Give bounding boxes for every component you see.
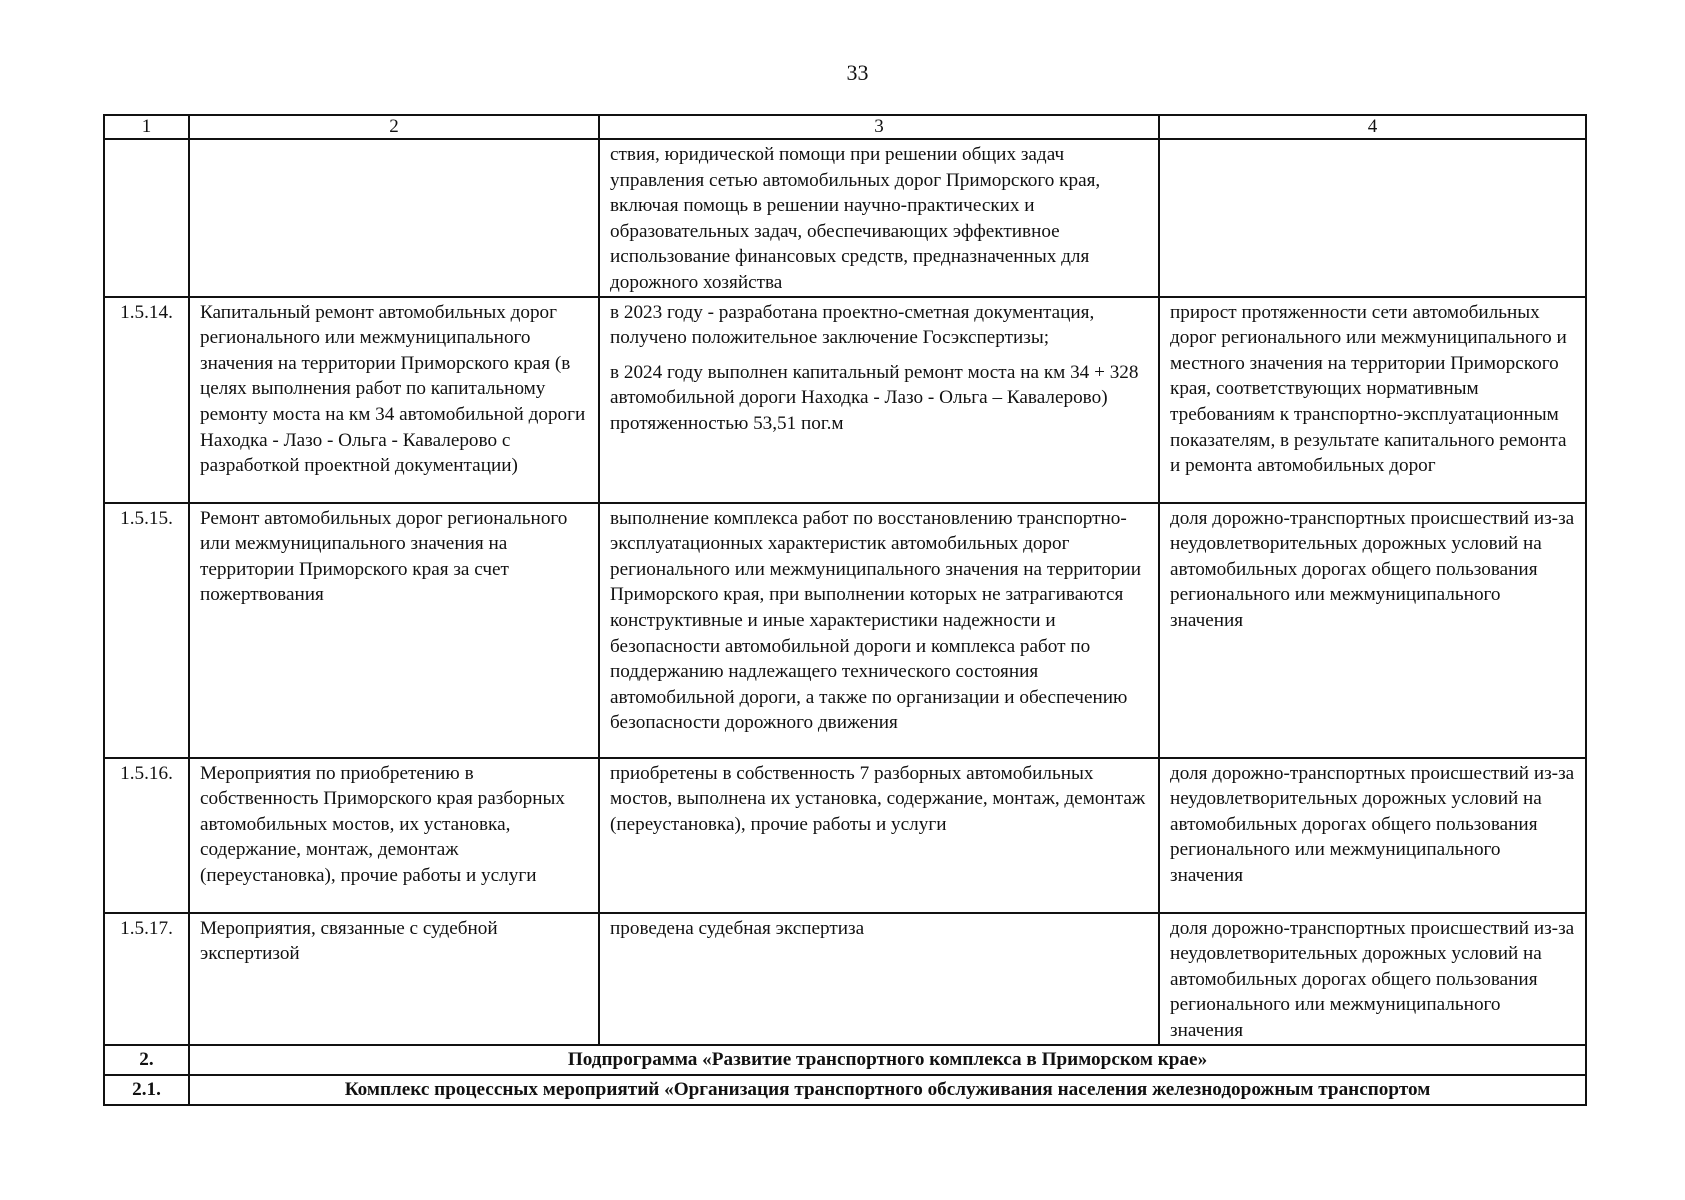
measure-name: Мероприятия, связанные с судебной экспертизой [189, 913, 599, 1045]
row-number: 1.5.16. [104, 758, 189, 913]
result-text: ствия, юридической помощи при решении общих задач управления сетью автомобильных дорог Приморского края, включая помощь в решении научно-практических и образовательных задач, обеспечивающих эффективное использование финансовых средств, предназначенных для дорожного хозяйства [610, 144, 1101, 293]
measure-indicator: доля дорожно-транспортных происшествий из-за неудовлетворительных дорожных условий на автомобильных дорогах общего пользования регионального или межмуниципального значения [1159, 758, 1586, 913]
row-number: 1.5.14. [104, 297, 189, 503]
measure-name [189, 139, 599, 297]
column-number-3: 3 [599, 115, 1159, 139]
measure-result [599, 139, 1159, 297]
table-row [104, 297, 1586, 503]
measure-indicator: прирост протяженности сети автомобильных дорог регионального или межмуниципального и местного значения на территории Приморского края, соответствующих нормативным требованиям к транспортно-эксплуатационным показателям, в результате капитального ремонта и ремонта автомобильных дорог [1159, 297, 1586, 503]
result-text: проведена судебная экспертиза [610, 917, 865, 939]
result-text: в 2024 году выполнен капитальный ремонт моста на км 34 + 328 автомобильной дороги Находка - Лазо - Ольга – Кавалерово) протяженностью 53,51 пог.м [610, 361, 1139, 434]
section-title: Комплекс процессных мероприятий «Организация транспортного обслуживания населения железнодорожным транспортом [189, 1075, 1586, 1105]
section-title: Подпрограмма «Развитие транспортного комплекса в Приморском крае» [189, 1045, 1586, 1075]
section-number: 2.1. [104, 1075, 189, 1105]
section-row [104, 1075, 1586, 1105]
program-table [103, 114, 1587, 1106]
result-text: выполнение комплекса работ по восстановлению транспортно-эксплуатационных характеристик автомобильных дорог регионального или межмуниципального значения на территории Приморского края, при выполнении которых не затрагиваются конструктивные и иные характеристики надежности и безопасности автомобильной дороги и комплекса работ по поддержанию надлежащего технического состояния автомобильной дороги, а также по организации и обеспечению безопасности дорожного движения [610, 507, 1142, 734]
row-number: 1.5.17. [104, 913, 189, 1045]
measure-result [599, 297, 1159, 503]
result-text: в 2023 году - разработана проектно-сметная документация, получено положительное заключение Госэкспертизы; [610, 301, 1095, 349]
measure-name: Капитальный ремонт автомобильных дорог регионального или межмуниципального значения на территории Приморского края (в целях выполнения работ по капитальному ремонту моста на км 34 автомобильной дороги Находка - Лазо - Ольга - Кавалерово с разработкой проектной документации) [189, 297, 599, 503]
page-number: 33 [846, 60, 869, 85]
measure-indicator [1159, 139, 1586, 297]
row-number [104, 139, 189, 297]
table-row [104, 758, 1586, 913]
column-number-1: 1 [104, 115, 189, 139]
row-number: 1.5.15. [104, 503, 189, 758]
measure-name: Мероприятия по приобретению в собственность Приморского края разборных автомобильных мостов, их установка, содержание, монтаж, демонтаж (переустановка), прочие работы и услуги [189, 758, 599, 913]
table-row [104, 913, 1586, 1045]
result-text: приобретены в собственность 7 разборных автомобильных мостов, выполнена их установка, содержание, монтаж, демонтаж (переустановка), прочие работы и услуги [610, 762, 1146, 835]
column-number-row [104, 115, 1586, 139]
section-row [104, 1045, 1586, 1075]
measure-result [599, 758, 1159, 913]
measure-result [599, 913, 1159, 1045]
measure-result [599, 503, 1159, 758]
column-number-2: 2 [189, 115, 599, 139]
table-row [104, 139, 1586, 297]
measure-indicator: доля дорожно-транспортных происшествий из-за неудовлетворительных дорожных условий на автомобильных дорогах общего пользования регионального или межмуниципального значения [1159, 503, 1586, 758]
measure-indicator: доля дорожно-транспортных происшествий из-за неудовлетворительных дорожных условий на автомобильных дорогах общего пользования регионального или межмуниципального значения [1159, 913, 1586, 1045]
section-number: 2. [104, 1045, 189, 1075]
measure-name: Ремонт автомобильных дорог регионального или межмуниципального значения на территории Приморского края за счет пожертвования [189, 503, 599, 758]
column-number-4: 4 [1159, 115, 1586, 139]
table-row [104, 503, 1586, 758]
